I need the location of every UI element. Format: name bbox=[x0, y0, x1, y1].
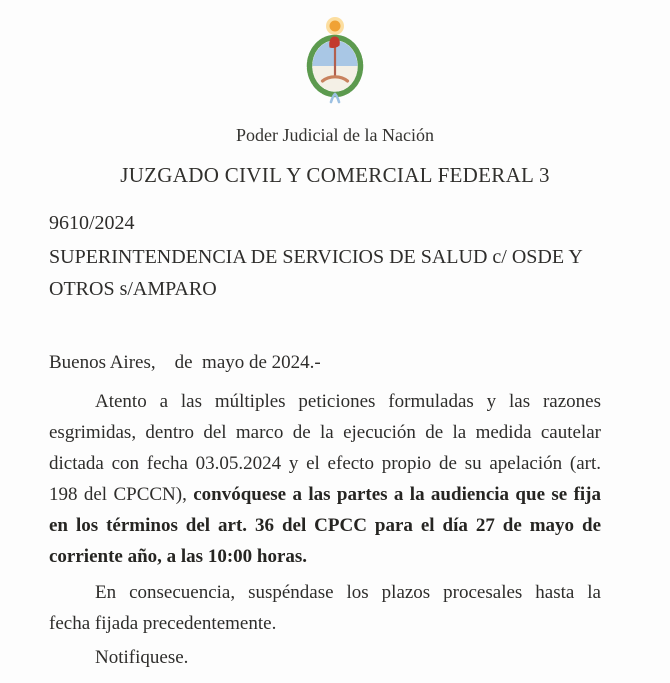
case-caption: SUPERINTENDENCIA DE SERVICIOS DE SALUD c/ OSDE Y OTROS s/AMPARO bbox=[49, 246, 583, 300]
document-body bbox=[49, 209, 601, 673]
body-line: En consecuencia, suspéndase los plazos procesales hasta la bbox=[95, 582, 601, 603]
court-title: JUZGADO CIVIL Y COMERCIAL FEDERAL 3 bbox=[120, 163, 550, 187]
paragraph-1 bbox=[49, 386, 601, 572]
body-text-bold: convóquese a las partes a la audiencia que se fija bbox=[193, 484, 601, 505]
body-line: esgrimidas, dentro del marco de la ejecución de la medida cautelar bbox=[49, 422, 601, 443]
body-line: dictada con fecha 03.05.2024 y el efecto propio de su apelación (art. bbox=[49, 453, 601, 474]
document-header bbox=[0, 0, 670, 109]
body-line: en los términos del art. 36 del CPCC para el día 27 de mayo de bbox=[49, 515, 601, 536]
institution-title: Poder Judicial de la Nación bbox=[236, 125, 434, 145]
case-number: 9610/2024 bbox=[49, 212, 135, 234]
argentina-coat-of-arms-icon bbox=[297, 16, 373, 104]
closing-line: Notifiquese. bbox=[95, 647, 189, 668]
body-line: Atento a las múltiples peticiones formuladas y las razones bbox=[95, 391, 601, 412]
sun-icon bbox=[326, 17, 344, 35]
pike-pole-icon bbox=[334, 46, 336, 78]
paragraph-2 bbox=[49, 577, 601, 639]
body-line: fecha fijada precedentemente. bbox=[49, 613, 277, 634]
paragraph-3 bbox=[49, 642, 601, 673]
body-line bbox=[49, 479, 601, 510]
body-line: corriente año, a las 10:00 horas. bbox=[49, 546, 308, 567]
date-line: Buenos Aires, de mayo de 2024.- bbox=[49, 352, 321, 373]
body-text-normal: 198 del CPCCN), bbox=[49, 484, 194, 505]
